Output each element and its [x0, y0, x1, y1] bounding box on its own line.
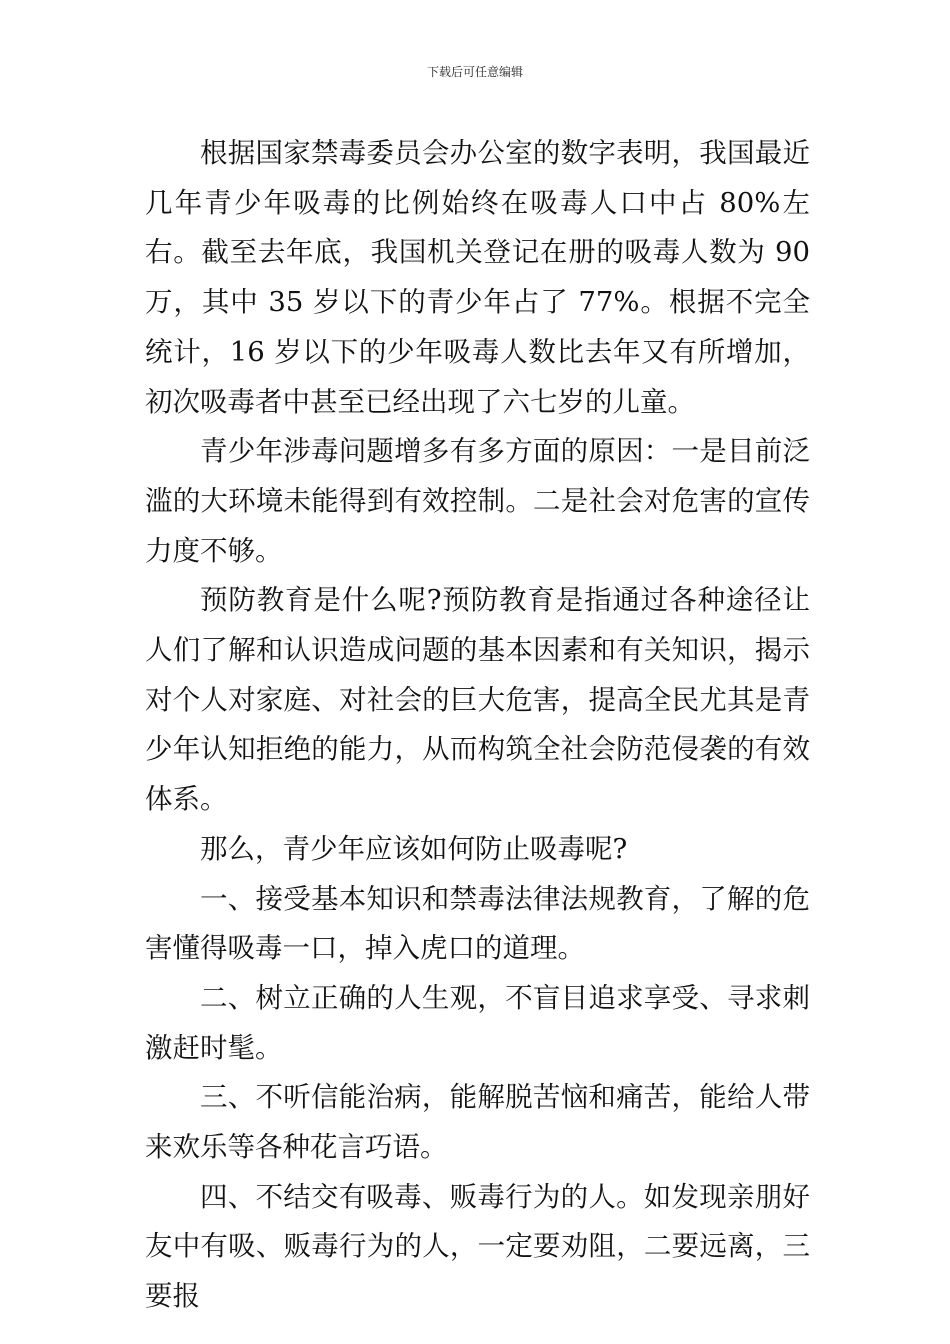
paragraph-point-2: 二、树立正确的人生观，不盲目追求享受、寻求刺激赶时髦。 [145, 981, 810, 1064]
paragraph-drug-statistics: 根据国家禁毒委员会办公室的数字表明，我国最近几年青少年吸毒的比例始终在吸毒人口中占 80%左右。截至去年底，我国机关登记在册的吸毒人数为 90 万，其中 35 岁以下的青少年占了 77%。根据不完全统计，16 岁以下的少年吸毒人数比去年又有所增加，初次吸毒者中甚至已经出现了六七岁的儿童。 [145, 137, 810, 418]
paragraph-point-3: 三、不听信能治病，能解脱苦恼和痛苦，能给人带来欢乐等各种花言巧语。 [145, 1081, 810, 1164]
paragraph-point-4: 四、不结交有吸毒、贩毒行为的人。如发现亲朋好友中有吸、贩毒行为的人，一定要劝阻，二要远离，三要报 [145, 1180, 810, 1313]
document-body [145, 129, 810, 1322]
paragraph-causes: 青少年涉毒问题增多有多方面的原因：一是目前泛滥的大环境未能得到有效控制。二是社会对危害的宣传力度不够。 [145, 435, 810, 567]
paragraph-point-1: 一、接受基本知识和禁毒法律法规教育，了解的危害懂得吸毒一口，掉入虎口的道理。 [145, 882, 810, 965]
paragraph-prevention-education: 预防教育是什么呢?预防教育是指通过各种途径让人们了解和认识造成问题的基本因素和有关知识，揭示对个人对家庭、对社会的巨大危害，提高全民尤其是青少年认知拒绝的能力，从而构筑全社会防范侵袭的有效体系。 [145, 584, 810, 816]
paragraph-question: 那么，青少年应该如何防止吸毒呢? [200, 832, 628, 865]
page-header: 下载后可任意编辑 [426, 65, 523, 79]
